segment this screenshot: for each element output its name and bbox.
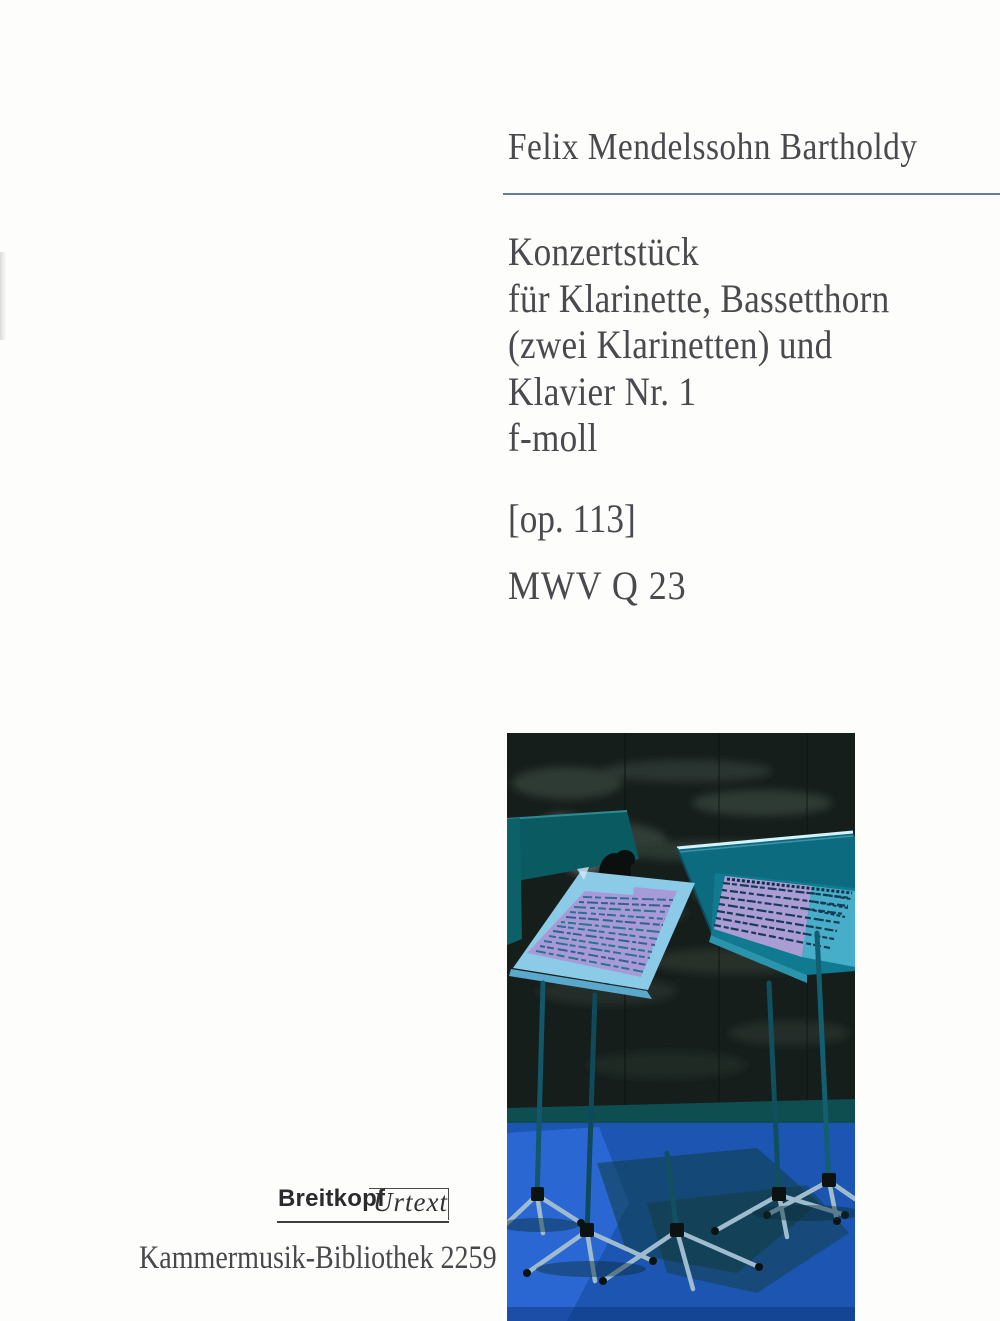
urtext-wordmark: Urtext	[373, 1187, 448, 1217]
title-line-3: (zwei Klarinetten) und	[508, 322, 833, 367]
mwv-catalog-number: MWV Q 23	[508, 563, 687, 608]
title-line-5: f-moll	[508, 415, 598, 460]
title-line-4: Klavier Nr. 1	[508, 368, 697, 414]
series-title: Kammermusik-Bibliothek 2259	[139, 1240, 497, 1276]
breitkopf-wordmark: Breitkopf	[278, 1185, 386, 1212]
scan-artifact	[0, 252, 6, 340]
music-stands-illustration	[507, 733, 855, 1321]
title-line-2: für Klarinette, Bassetthorn	[508, 275, 890, 321]
composer-name: Felix Mendelssohn Bartholdy	[508, 126, 918, 168]
title-line-1: Konzertstück	[508, 229, 699, 274]
divider-rule	[503, 193, 1000, 195]
work-title-block	[508, 229, 890, 462]
breitkopf-urtext-logo	[277, 1181, 449, 1223]
cover-photo	[507, 733, 855, 1321]
opus-number: [op. 113]	[508, 496, 636, 541]
